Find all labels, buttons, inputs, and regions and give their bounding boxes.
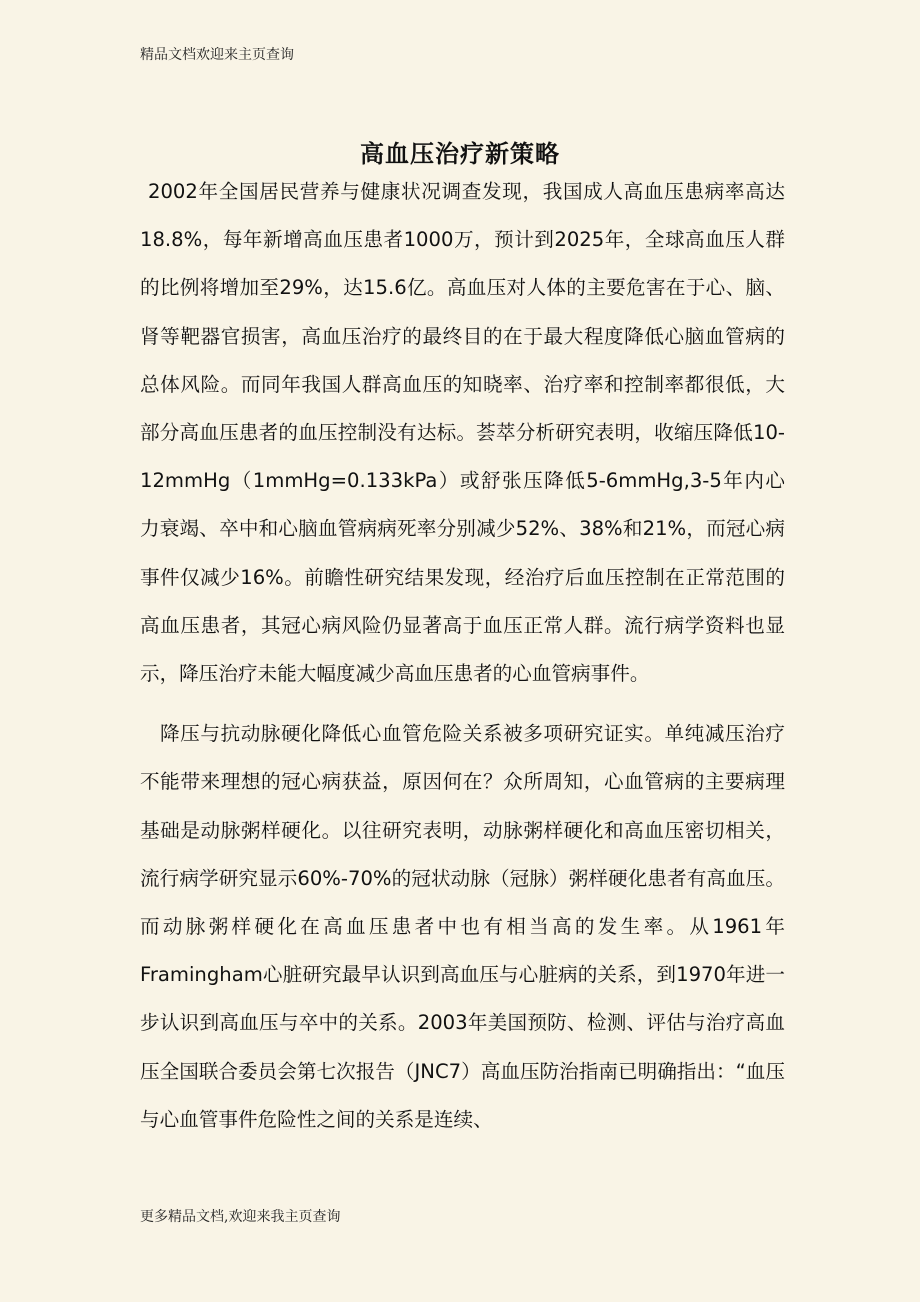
document-title: 高血压治疗新策略 — [360, 140, 560, 169]
paragraph-2: 降压与抗动脉硬化降低心血管危险关系被多项研究证实。单纯减压治疗不能带来理想的冠心病获益，原因何在？众所周知，心血管病的主要病理基础是动脉粥样硬化。以往研究表明，动脉粥样硬化和高血压密切相关，流行病学研究显示60%-70%的冠状动脉（冠脉）粥样硬化患者有高血压。而动脉粥样硬化在高血压患者中也有相当高的发生率。从1961年Framingham心脏研究最早认识到高血压与心脏病的关系，到1970年进一步认识到高血压与卒中的关系。2003年美国预防、检测、评估与治疗高血压全国联合委员会第七次报告（JNC7）高血压防治指南已明确指出：“血压与心血管事件危险性之间的关系是连续、 — [140, 722, 785, 1131]
document-body — [140, 168, 785, 1144]
paragraph-1: 2002年全国居民营养与健康状况调查发现，我国成人高血压患病率高达18.8%，每年新增高血压患者1000万，预计到2025年，全球高血压人群的比例将增加至29%，达15.6亿。高血压对人体的主要危害在于心、脑、肾等靶器官损害，高血压治疗的最终目的在于最大程度降低心脑血管病的总体风险。而同年我国人群高血压的知晓率、治疗率和控制率都很低，大部分高血压患者的血压控制没有达标。荟萃分析研究表明，收缩压降低10-12mmHg（1mmHg=0.133kPa）或舒张压降低5-6mmHg,3-5年内心力衰竭、卒中和心脑血管病病死率分别减少52%、38%和21%，而冠心病事件仅减少16%。前瞻性研究结果发现，经治疗后血压控制在正常范围的高血压患者，其冠心病风险仍显著高于血压正常人群。流行病学资料也显示，降压治疗未能大幅度减少高血压患者的心血管病事件。 — [140, 180, 785, 686]
page-footer: 更多精品文档,欢迎来我主页查询 — [140, 1209, 341, 1225]
page-header: 精品文档欢迎来主页查询 — [140, 47, 294, 63]
